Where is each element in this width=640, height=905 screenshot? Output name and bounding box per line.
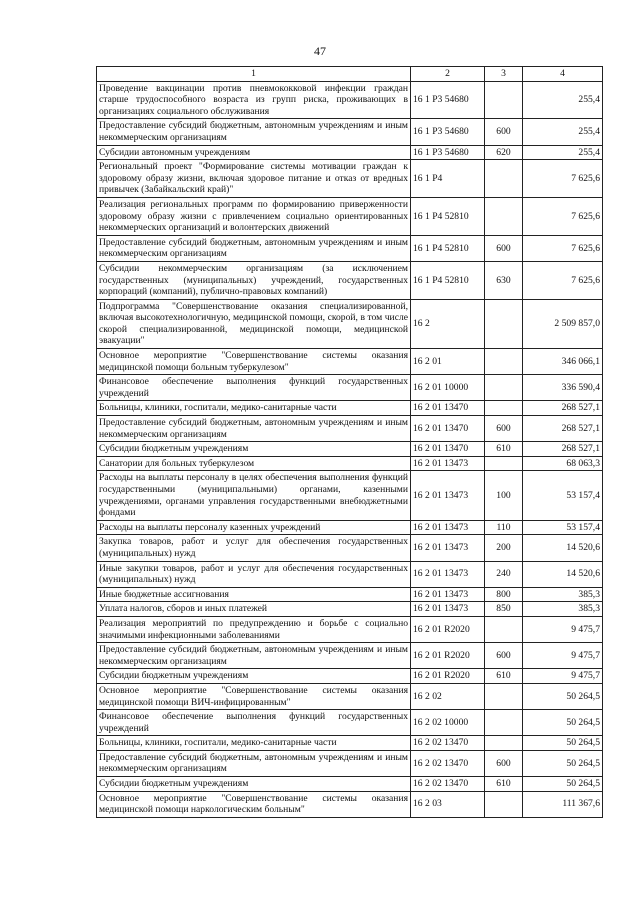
row-sum-cell: 255,4 xyxy=(523,119,603,145)
row-sum-cell: 9 475,7 xyxy=(523,643,603,669)
table-row xyxy=(97,587,603,602)
row-code-cell: 16 2 01 13473 xyxy=(411,587,485,602)
row-sum-cell: 268 527,1 xyxy=(523,416,603,442)
table-row xyxy=(97,375,603,401)
row-sum-cell: 255,4 xyxy=(523,145,603,160)
table-row xyxy=(97,456,603,471)
row-code-cell: 16 1 P4 52810 xyxy=(411,235,485,261)
table-row xyxy=(97,520,603,535)
header-vr: 3 xyxy=(485,67,523,82)
row-sum-cell: 68 063,3 xyxy=(523,456,603,471)
row-code-cell: 16 2 01 13470 xyxy=(411,401,485,416)
row-name-cell: Расходы на выплаты персоналу казенных учреждений xyxy=(97,520,411,535)
row-sum-cell: 255,4 xyxy=(523,81,603,119)
row-sum-cell: 53 157,4 xyxy=(523,520,603,535)
row-name-cell: Больницы, клиники, госпитали, медико-санитарные части xyxy=(97,401,411,416)
row-vr-cell xyxy=(485,160,523,198)
row-sum-cell: 9 475,7 xyxy=(523,669,603,684)
row-name-cell: Предоставление субсидий бюджетным, автономным учреждениям и иным некоммерческим организациям xyxy=(97,643,411,669)
row-code-cell: 16 2 xyxy=(411,299,485,348)
table-row xyxy=(97,442,603,457)
row-vr-cell xyxy=(485,375,523,401)
row-vr-cell: 620 xyxy=(485,145,523,160)
table-row xyxy=(97,791,603,817)
row-sum-cell: 50 264,5 xyxy=(523,710,603,736)
row-name-cell: Санатории для больных туберкулезом xyxy=(97,456,411,471)
row-vr-cell: 610 xyxy=(485,442,523,457)
header-sum: 4 xyxy=(523,67,603,82)
row-code-cell: 16 2 01 13473 xyxy=(411,561,485,587)
row-sum-cell: 50 264,5 xyxy=(523,683,603,709)
row-sum-cell: 9 475,7 xyxy=(523,616,603,642)
table-row xyxy=(97,235,603,261)
table-row xyxy=(97,160,603,198)
row-sum-cell: 14 520,6 xyxy=(523,535,603,561)
row-sum-cell: 268 527,1 xyxy=(523,442,603,457)
row-name-cell: Реализация региональных программ по формированию приверженности здоровому образу жизни с привлечением социально ориентированных некоммерческих организаций и волонтерских движений xyxy=(97,197,411,235)
row-code-cell: 16 1 P4 52810 xyxy=(411,261,485,299)
row-code-cell: 16 2 02 13470 xyxy=(411,750,485,776)
row-name-cell: Предоставление субсидий бюджетным, автономным учреждениям и иным некоммерческим организациям xyxy=(97,750,411,776)
table-row xyxy=(97,535,603,561)
row-name-cell: Основное мероприятие "Совершенствование системы оказания медицинской помощи больным туберкулезом" xyxy=(97,349,411,375)
row-sum-cell: 7 625,6 xyxy=(523,261,603,299)
row-code-cell: 16 2 01 R2020 xyxy=(411,643,485,669)
row-vr-cell xyxy=(485,791,523,817)
row-sum-cell: 7 625,6 xyxy=(523,235,603,261)
table-row xyxy=(97,750,603,776)
row-code-cell: 16 1 P4 xyxy=(411,160,485,198)
row-name-cell: Основное мероприятие "Совершенствование системы оказания медицинской помощи наркологическим больным" xyxy=(97,791,411,817)
row-sum-cell: 7 625,6 xyxy=(523,197,603,235)
row-vr-cell: 630 xyxy=(485,261,523,299)
row-vr-cell xyxy=(485,197,523,235)
table-row xyxy=(97,616,603,642)
table-row xyxy=(97,561,603,587)
row-name-cell: Иные закупки товаров, работ и услуг для обеспечения государственных (муниципальных) нужд xyxy=(97,561,411,587)
row-sum-cell: 336 590,4 xyxy=(523,375,603,401)
table-row xyxy=(97,643,603,669)
row-name-cell: Уплата налогов, сборов и иных платежей xyxy=(97,602,411,617)
row-sum-cell: 50 264,5 xyxy=(523,777,603,792)
table-row xyxy=(97,736,603,751)
table-row xyxy=(97,145,603,160)
page-number: 47 xyxy=(314,44,326,58)
table-row xyxy=(97,602,603,617)
row-name-cell: Предоставление субсидий бюджетным, автономным учреждениям и иным некоммерческим организациям xyxy=(97,416,411,442)
header-code: 2 xyxy=(411,67,485,82)
row-sum-cell: 14 520,6 xyxy=(523,561,603,587)
row-code-cell: 16 2 01 R2020 xyxy=(411,616,485,642)
row-vr-cell: 110 xyxy=(485,520,523,535)
table-row xyxy=(97,416,603,442)
row-sum-cell: 50 264,5 xyxy=(523,750,603,776)
row-code-cell: 16 2 01 13470 xyxy=(411,442,485,457)
row-vr-cell: 100 xyxy=(485,471,523,520)
row-vr-cell: 600 xyxy=(485,750,523,776)
row-vr-cell xyxy=(485,616,523,642)
row-name-cell: Больницы, клиники, госпитали, медико-санитарные части xyxy=(97,736,411,751)
row-code-cell: 16 2 02 xyxy=(411,683,485,709)
row-name-cell: Финансовое обеспечение выполнения функций государственных учреждений xyxy=(97,710,411,736)
row-sum-cell: 385,3 xyxy=(523,587,603,602)
row-name-cell: Финансовое обеспечение выполнения функций государственных учреждений xyxy=(97,375,411,401)
row-name-cell: Предоставление субсидий бюджетным, автономным учреждениям и иным некоммерческим организациям xyxy=(97,235,411,261)
row-code-cell: 16 2 02 10000 xyxy=(411,710,485,736)
row-vr-cell: 600 xyxy=(485,416,523,442)
row-code-cell: 16 2 02 13470 xyxy=(411,736,485,751)
row-code-cell: 16 2 02 13470 xyxy=(411,777,485,792)
row-code-cell: 16 1 P3 54680 xyxy=(411,145,485,160)
table-row xyxy=(97,197,603,235)
row-sum-cell: 111 367,6 xyxy=(523,791,603,817)
row-code-cell: 16 1 P4 52810 xyxy=(411,197,485,235)
row-name-cell: Расходы на выплаты персоналу в целях обеспечения выполнения функций государственными (муниципальными) органами, казенными учреждениями, органами управления государственными внебюджетными фондами xyxy=(97,471,411,520)
table-row xyxy=(97,299,603,348)
row-code-cell: 16 2 01 xyxy=(411,349,485,375)
row-vr-cell xyxy=(485,456,523,471)
row-name-cell: Основное мероприятие "Совершенствование системы оказания медицинской помощи ВИЧ-инфицированным" xyxy=(97,683,411,709)
row-code-cell: 16 1 P3 54680 xyxy=(411,81,485,119)
row-vr-cell xyxy=(485,349,523,375)
row-code-cell: 16 2 01 10000 xyxy=(411,375,485,401)
row-name-cell: Субсидии некоммерческим организациям (за исключением государственных (муниципальных) учреждений, государственных корпораций (компаний), публично-правовых компаний) xyxy=(97,261,411,299)
table-row xyxy=(97,669,603,684)
row-vr-cell: 850 xyxy=(485,602,523,617)
row-sum-cell: 7 625,6 xyxy=(523,160,603,198)
row-sum-cell: 50 264,5 xyxy=(523,736,603,751)
row-name-cell: Проведение вакцинации против пневмококковой инфекции граждан старше трудоспособного возраста из групп риска, проживающих в организациях социального обслуживания xyxy=(97,81,411,119)
table-header-row xyxy=(97,67,603,82)
table-row xyxy=(97,710,603,736)
row-sum-cell: 268 527,1 xyxy=(523,401,603,416)
row-name-cell: Субсидии бюджетным учреждениям xyxy=(97,442,411,457)
row-name-cell: Субсидии бюджетным учреждениям xyxy=(97,777,411,792)
row-vr-cell xyxy=(485,299,523,348)
budget-table xyxy=(96,66,603,818)
row-code-cell: 16 2 01 13473 xyxy=(411,535,485,561)
row-name-cell: Предоставление субсидий бюджетным, автономным учреждениям и иным некоммерческим организациям xyxy=(97,119,411,145)
row-name-cell: Иные бюджетные ассигнования xyxy=(97,587,411,602)
table-row xyxy=(97,349,603,375)
row-sum-cell: 385,3 xyxy=(523,602,603,617)
row-vr-cell: 240 xyxy=(485,561,523,587)
row-code-cell: 16 2 01 13473 xyxy=(411,520,485,535)
row-vr-cell: 600 xyxy=(485,643,523,669)
row-vr-cell: 610 xyxy=(485,669,523,684)
row-code-cell: 16 2 01 13470 xyxy=(411,416,485,442)
row-name-cell: Региональный проект "Формирование системы мотивации граждан к здоровому образу жизни, включая здоровое питание и отказ от вредных привычек (Забайкальский край)" xyxy=(97,160,411,198)
row-name-cell: Закупка товаров, работ и услуг для обеспечения государственных (муниципальных) нужд xyxy=(97,535,411,561)
table-row xyxy=(97,777,603,792)
row-sum-cell: 2 509 857,0 xyxy=(523,299,603,348)
row-vr-cell: 600 xyxy=(485,235,523,261)
table-row xyxy=(97,119,603,145)
row-sum-cell: 346 066,1 xyxy=(523,349,603,375)
row-vr-cell: 800 xyxy=(485,587,523,602)
row-sum-cell: 53 157,4 xyxy=(523,471,603,520)
row-name-cell: Субсидии бюджетным учреждениям xyxy=(97,669,411,684)
table-row xyxy=(97,471,603,520)
row-name-cell: Реализация мероприятий по предупреждению и борьбе с социально значимыми инфекционными заболеваниями xyxy=(97,616,411,642)
row-vr-cell xyxy=(485,401,523,416)
table-row xyxy=(97,683,603,709)
row-vr-cell: 200 xyxy=(485,535,523,561)
row-name-cell: Субсидии автономным учреждениям xyxy=(97,145,411,160)
row-code-cell: 16 2 03 xyxy=(411,791,485,817)
row-vr-cell xyxy=(485,736,523,751)
row-name-cell: Подпрограмма "Совершенствование оказания специализированной, включая высокотехнологичную, медицинской помощи, скорой, в том числе скорой специализированной, медицинской помощи, медицинской эвакуации" xyxy=(97,299,411,348)
table-row xyxy=(97,81,603,119)
row-code-cell: 16 1 P3 54680 xyxy=(411,119,485,145)
table-row xyxy=(97,261,603,299)
row-code-cell: 16 2 01 13473 xyxy=(411,456,485,471)
table-body xyxy=(97,81,603,817)
row-vr-cell xyxy=(485,81,523,119)
row-vr-cell xyxy=(485,683,523,709)
row-vr-cell: 600 xyxy=(485,119,523,145)
table-row xyxy=(97,401,603,416)
row-code-cell: 16 2 01 13473 xyxy=(411,471,485,520)
row-code-cell: 16 2 01 R2020 xyxy=(411,669,485,684)
row-code-cell: 16 2 01 13473 xyxy=(411,602,485,617)
row-vr-cell xyxy=(485,710,523,736)
row-vr-cell: 610 xyxy=(485,777,523,792)
header-name: 1 xyxy=(97,67,411,82)
